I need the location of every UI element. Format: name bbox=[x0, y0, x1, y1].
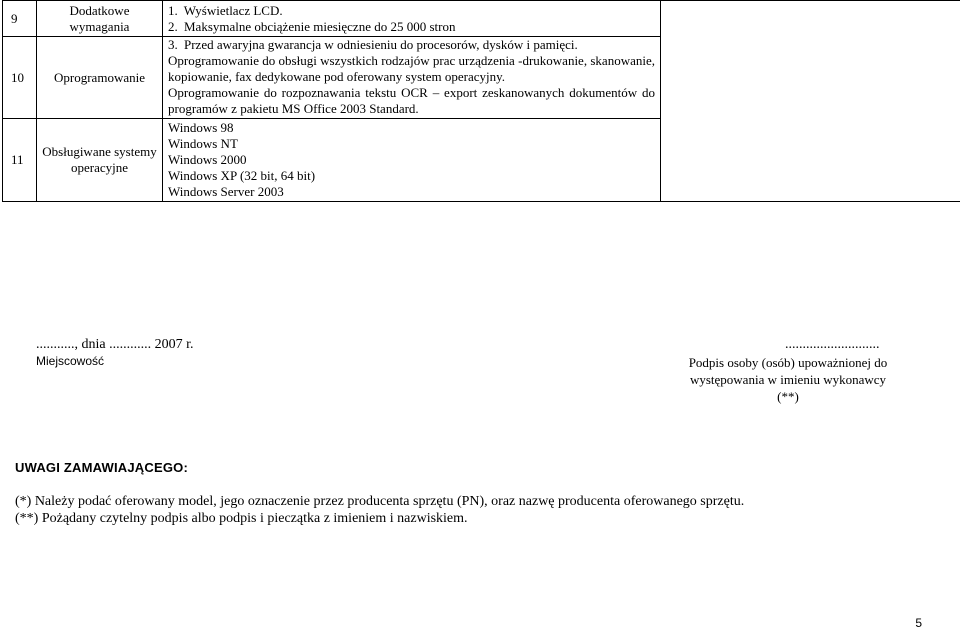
list-index: 1. bbox=[168, 3, 178, 18]
notes-heading: UWAGI ZAMAWIAJĄCEGO: bbox=[15, 460, 188, 475]
signature-label: Podpis osoby (osób) upoważnionej do występowania w imieniu wykonawcy (**) bbox=[688, 355, 888, 404]
list-text: Przed awaryjna gwarancja w odniesieniu do procesorów, dysków i pamięci. bbox=[184, 37, 578, 52]
specification-table bbox=[2, 0, 960, 202]
os-item: Windows 2000 bbox=[168, 152, 247, 167]
os-item: Windows XP (32 bit, 64 bit) bbox=[168, 168, 316, 183]
row-description bbox=[163, 1, 661, 37]
page-number: 5 bbox=[915, 616, 922, 630]
os-item: Windows Server 2003 bbox=[168, 184, 284, 199]
note-item: (*) Należy podać oferowany model, jego oznaczenie przez producenta sprzętu (PN), oraz nazwę producenta oferowanego sprzętu. bbox=[15, 494, 745, 509]
row-number: 10 bbox=[3, 37, 37, 119]
list-item bbox=[168, 37, 655, 53]
table-row bbox=[3, 1, 960, 37]
list-item bbox=[168, 19, 655, 35]
row-name: Obsługiwane systemy operacyjne bbox=[37, 119, 163, 202]
paragraph: Oprogramowanie do rozpoznawania tekstu OCR – export zeskanowanych dokumentów do programów z pakietu MS Office 2003 Standard. bbox=[168, 85, 655, 116]
row-name: Dodatkowe wymagania bbox=[37, 1, 163, 37]
place-label: Miejscowość bbox=[36, 354, 105, 368]
list-index: 2. bbox=[168, 19, 178, 34]
list-item bbox=[168, 3, 655, 19]
row-description bbox=[163, 37, 661, 119]
empty-column bbox=[661, 1, 960, 202]
list-text: Maksymalne obciążenie miesięczne do 25 000 stron bbox=[184, 19, 456, 34]
row-name: Oprogramowanie bbox=[37, 37, 163, 119]
row-number: 9 bbox=[3, 1, 37, 37]
place-date-line: ..........., dnia ............ 2007 r. bbox=[36, 337, 194, 352]
list-text: Wyświetlacz LCD. bbox=[183, 3, 283, 18]
paragraph: Oprogramowanie do obsługi wszystkich rodzajów prac urządzenia -drukowanie, skanowanie, kopiowanie, fax dedykowane pod oferowany system operacyjny. bbox=[168, 53, 655, 84]
list-index: 3. bbox=[168, 37, 178, 52]
os-item: Windows 98 bbox=[168, 120, 234, 135]
row-description bbox=[163, 119, 661, 202]
row-number: 11 bbox=[3, 119, 37, 202]
signature-dots: ........................... bbox=[785, 337, 880, 352]
note-item: (**) Pożądany czytelny podpis albo podpis i pieczątka z imieniem i nazwiskiem. bbox=[15, 511, 468, 526]
os-item: Windows NT bbox=[168, 136, 238, 151]
